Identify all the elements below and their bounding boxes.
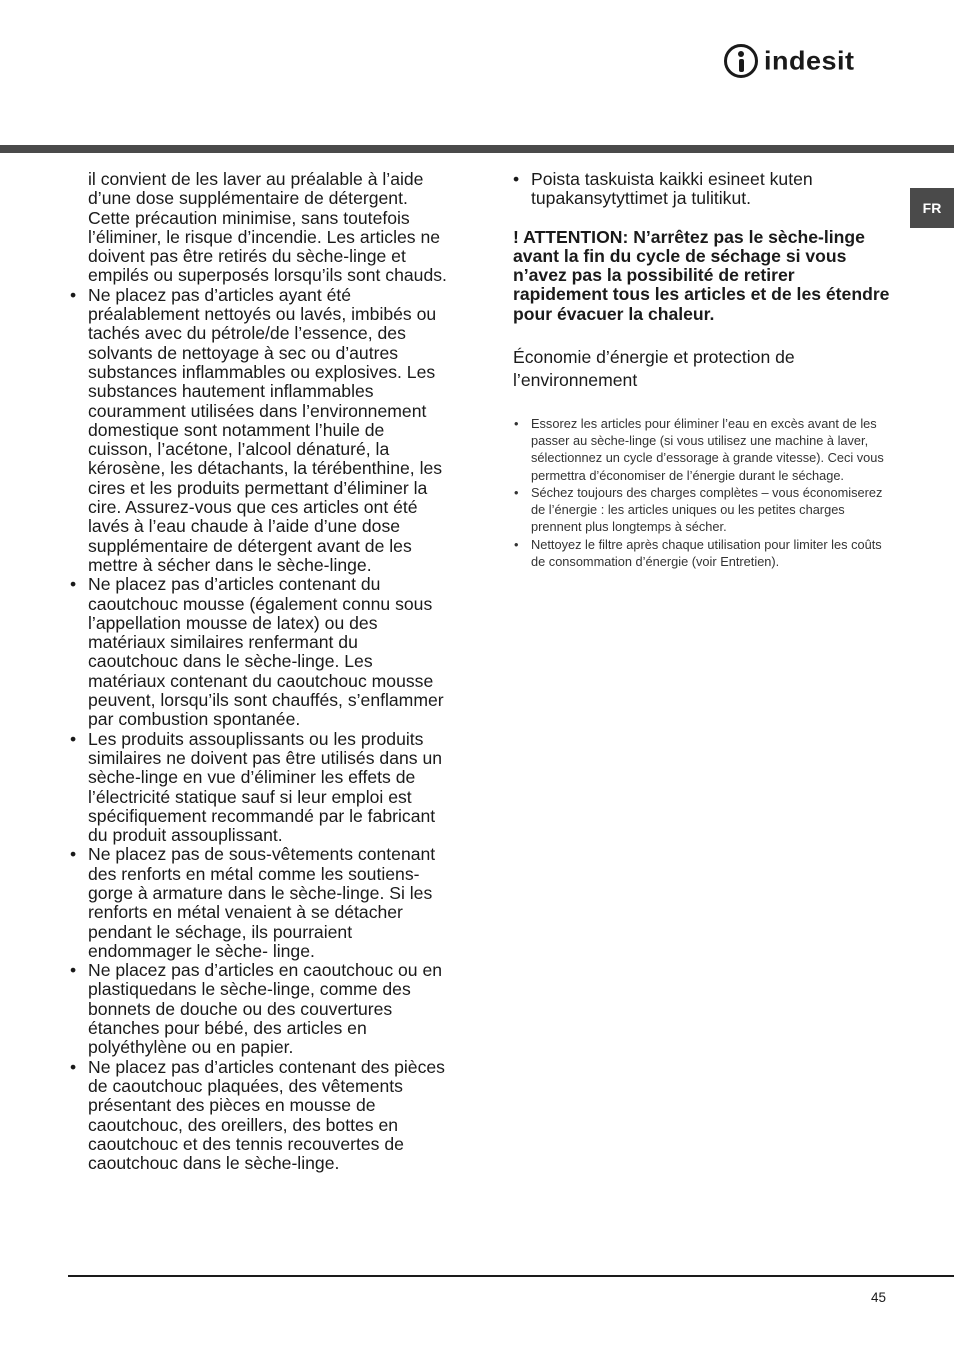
intro-paragraph: il convient de les laver au préalable à l’aide d’une dose supplémentaire de détergent. Cette précaution minimise, sans toutefois l’éliminer, le risque d’incendie. Les articles ne doivent pas être retirés du sèche-linge et empilés ou superposés lorsqu’ils sont chauds. bbox=[88, 169, 447, 286]
indesit-logo-icon bbox=[724, 44, 758, 78]
footer-rule bbox=[68, 1275, 954, 1277]
page-number: 45 bbox=[870, 1290, 886, 1305]
header-rule bbox=[0, 145, 954, 153]
right-column bbox=[513, 170, 893, 570]
list-item: • Ne placez pas d’articles contenant du caoutchouc mousse (également connu sous l’appellation mousse de latex) ou des matériaux similaires renfermant du caoutchouc dans le sèche-linge. Les matériaux contenant du caoutchouc mousse peuvent, lorsqu’ils sont chauffés, s’enflammer par combustion spontanée. bbox=[70, 575, 450, 729]
pockets-list bbox=[513, 170, 893, 209]
list-item: • Essorez les articles pour éliminer l’eau en excès avant de les passer au sèche-linge (si vous utilisez une machine à laver, sélectionnez un cycle d’essorage à grande vitesse). Ceci vous permettra d’économiser de l’énergie durant le séchage. bbox=[513, 415, 893, 484]
attention-warning: ! ATTENTION: N’arrêtez pas le sèche-linge avant la fin du cycle de séchage si vous n’avez pas la possibilité de retirer rapidement tous les articles et de les étendre pour évacuer la chaleur. bbox=[513, 226, 890, 324]
list-item: • Les produits assouplissants ou les produits similaires ne doivent pas être utilisés dans un sèche-linge en vue d’éliminer les effets de l’électricité statique sauf si leur emploi est spécifiquement recommandé par le fabricant du produit assouplissant. bbox=[70, 730, 450, 846]
section-heading: Économie d’énergie et protection de l’environnement bbox=[513, 347, 795, 391]
language-tab: FR bbox=[910, 188, 954, 228]
list-item: • Ne placez pas de sous-vêtements contenant des renforts en métal comme les soutiens-gorge à armature dans le sèche-linge. Si les renforts en métal venaient à se détacher pendant le séchage, ils pourraient endommager le sèche- linge. bbox=[70, 845, 450, 961]
list-item: • Ne placez pas d’articles ayant été préalablement nettoyés ou lavés, imbibés ou tachés avec du pétrole/de l’essence, des solvants de nettoyage à sec ou d’autres substances inflammables ou explosives. Les substances hautement inflammables couramment utilisées dans l’environnement domestique sont notamment l’huile de cuisson, l’acétone, l’alcool dénaturé, la kérosène, les détachants, la térébenthine, les cires et les produits permettant d’éliminer la cire. Assurez-vous que ces articles ont été lavés à l’eau chaude à l’aide d’une dose supplémentaire de détergent avant de les mettre à sécher dans le sèche-linge. bbox=[70, 286, 450, 575]
list-item: • Ne placez pas d’articles en caoutchouc ou en plastiquedans le sèche-linge, comme des bonnets de douche ou des couvertures étanches pour bébé, des articles en polyéthylène ou en papier. bbox=[70, 961, 450, 1057]
brand-logo bbox=[724, 40, 855, 82]
brand-name: indesit bbox=[764, 46, 855, 75]
list-item: • Ne placez pas d’articles contenant des pièces de caoutchouc plaquées, des vêtements présentant des pièces en mousse de caoutchouc, des oreillers, des bottes en caoutchouc et des tennis recouvertes de caoutchouc dans le sèche-linge. bbox=[70, 1058, 450, 1174]
energy-list bbox=[513, 415, 893, 570]
list-item: • Nettoyez le filtre après chaque utilisation pour limiter les coûts de consommation d’énergie (voir Entretien). bbox=[513, 536, 893, 570]
list-item: • Séchez toujours des charges complètes – vous économiserez de l’énergie : les articles uniques ou les petites charges prennent plus longtemps à sécher. bbox=[513, 484, 893, 536]
safety-list bbox=[70, 286, 450, 1174]
list-item: • Poista taskuista kaikki esineet kuten tupakansytyttimet ja tulitikut. bbox=[513, 170, 893, 209]
left-column bbox=[70, 170, 450, 1173]
